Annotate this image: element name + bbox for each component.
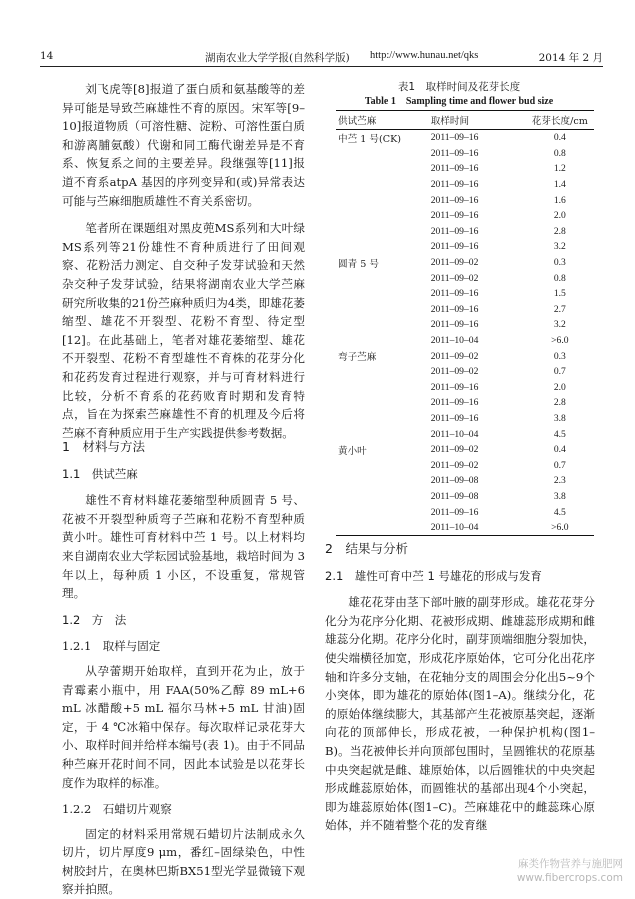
section-1-2-title: 1.2 方 法	[62, 612, 127, 627]
cell-date: 2011–10–04	[430, 428, 479, 440]
table-row	[336, 489, 594, 505]
section-1-2-1-text: 从孕蕾期开始取样，直到开花为止，放于青霉素小瓶中，用 FAA(50%乙醇 89 mL+6 mL 冰醋酸+5 mL 福尔马林+5 mL 甘油)固定，于 4 ℃冰箱中保存。每次取样记录花芽大小、取样时间并给样本编号(表 1)。由于不同品种苎麻开花时间不同，因此本试验是以花芽长度作为取样的标准。	[62, 663, 305, 790]
section-2-title: 2 结果与分析	[325, 541, 408, 556]
journal-name: 湖南农业大学学报(自然科学版)	[205, 52, 350, 64]
cell-variety	[336, 270, 413, 286]
cell-date: 2011–09–16	[430, 381, 479, 393]
cell-date: 2011–09–16	[430, 319, 479, 331]
cell-length: 2.7	[553, 303, 566, 315]
cell-date: 2011–09–16	[430, 288, 479, 300]
cell-variety	[336, 411, 413, 427]
table-row	[336, 473, 594, 489]
cell-variety	[336, 286, 413, 302]
table-row	[336, 333, 594, 349]
watermark-line-1: 麻类作物营养与施肥网	[518, 858, 623, 870]
cell-length: >6.0	[551, 522, 569, 534]
cell-date: 2011–09–02	[430, 444, 479, 456]
running-header	[40, 50, 603, 67]
cell-length: 4.5	[553, 428, 566, 440]
cell-length: 0.7	[553, 366, 566, 378]
table-row	[336, 426, 594, 442]
journal-url: http://www.hunau.net/qks	[370, 50, 479, 61]
cell-variety	[336, 364, 413, 380]
col-header-variety: 供试苎麻	[336, 111, 413, 130]
table-caption-zh: 表1 取样时间及花芽长度	[397, 81, 521, 93]
cell-length: 2.3	[553, 475, 566, 487]
table-row	[336, 270, 594, 286]
cell-variety	[336, 380, 413, 396]
cell-variety	[336, 177, 413, 193]
cell-variety	[336, 239, 413, 255]
cell-variety	[336, 302, 413, 318]
cell-length: 3.8	[553, 412, 566, 424]
cell-length: 2.0	[553, 210, 566, 222]
cell-length: 3.2	[553, 241, 566, 253]
cell-variety	[336, 192, 413, 208]
table-body	[336, 130, 594, 536]
cell-length: 0.3	[553, 257, 566, 269]
cell-variety	[336, 333, 413, 349]
cell-length: 2.8	[553, 397, 566, 409]
cell-variety	[336, 426, 413, 442]
cell-variety	[336, 208, 413, 224]
table-row	[336, 364, 594, 380]
cell-length: 2.8	[553, 225, 566, 237]
cell-date: 2011–09–02	[430, 257, 479, 269]
cell-date: 2011–09–02	[430, 459, 479, 471]
table-row	[336, 224, 594, 240]
section-1-2-2-title: 1.2.2 石蜡切片观察	[62, 802, 172, 817]
cell-variety: 圆青 5 号	[338, 258, 379, 270]
cell-variety: 黄小叶	[338, 445, 367, 457]
cell-date: 2011–09–02	[430, 350, 479, 362]
intro-paragraph-2: 笔者所在课题组对黑皮蔸MS系列和大叶绿MS系列等21份雄性不育种质进行了田间观察、花粉活力测定、自交种子发芽试验和天然杂交种子发芽试验，结果将湖南农业大学苎麻研究所收集的21份苎麻种质归为4类，即雄花萎缩型、雄花不开裂型、花粉不育型、待定型[12]。在此基础上，笔者对雄花萎缩型、雄花不开裂型、花粉不育型雄性不育株的花芽分化和花药发育过程进行观察，并与可育材料进行比较，分析不育系的花药败育时期和发育特点，旨在为探索苎麻雄性不育的机理及今后将苎麻不育种质应用于生产实践提供参考数据。	[62, 221, 305, 440]
cell-variety	[336, 520, 413, 536]
cell-variety: 弯子苎麻	[338, 352, 377, 364]
cell-date: 2011–09–16	[430, 303, 479, 315]
cell-date: 2011–09–02	[430, 272, 479, 284]
cell-date: 2011–09–16	[430, 210, 479, 222]
cell-date: 2011–09–16	[430, 147, 479, 159]
cell-variety	[336, 457, 413, 473]
results-section	[325, 540, 595, 835]
cell-date: 2011–09–16	[430, 506, 479, 518]
table-row	[336, 411, 594, 427]
cell-date: 2011–09–02	[430, 366, 479, 378]
table-caption-en: Table 1 Sampling time and flower bud size	[364, 96, 554, 107]
cell-date: 2011–09–16	[430, 241, 479, 253]
section-1-2-2-text: 固定的材料采用常规石蜡切片法制成永久切片，切片厚度9 μm，番红–固绿染色，中性树胶封片，在奥林巴斯BX51型光学显微镜下观察并拍照。	[62, 826, 305, 897]
cell-date: 2011–09–08	[430, 490, 479, 502]
cell-length: 2.0	[553, 381, 566, 393]
col-header-length: 花芽长度/cm	[524, 111, 594, 130]
table-row	[336, 286, 594, 302]
table-1	[336, 110, 594, 536]
section-1-1-text: 雄性不育材料雄花萎缩型种质圆青 5 号、花被不开裂型种质弯子苎麻和花粉不育型种质黄小叶。雄性可育材料中苎 1 号。以上材料均来自湖南农业大学耘园试验基地，栽培时间为 3 年以上，每种质 1 小区，不设重复，常规管理。	[62, 493, 305, 601]
cell-length: 0.8	[553, 147, 566, 159]
cell-date: 2011–09–16	[430, 179, 479, 191]
cell-date: 2011–09–16	[430, 412, 479, 424]
table-row	[336, 317, 594, 333]
cell-length: 1.5	[553, 288, 566, 300]
cell-date: 2011–09–16	[430, 397, 479, 409]
cell-length: 0.4	[553, 444, 566, 456]
cell-length: >6.0	[551, 335, 569, 347]
table-row	[336, 239, 594, 255]
issue-date: 2014 年 2 月	[538, 52, 603, 64]
cell-length: 4.5	[553, 506, 566, 518]
section-2-1-title: 2.1 雄性可育中苎 1 号雄花的形成与发育	[325, 568, 542, 583]
cell-length: 3.8	[553, 490, 566, 502]
cell-variety: 中苎 1 号(CK)	[338, 133, 401, 145]
cell-variety	[336, 161, 413, 177]
table-row	[336, 146, 594, 162]
cell-date: 2011–09–16	[430, 194, 479, 206]
cell-date: 2011–09–16	[430, 225, 479, 237]
cell-length: 3.2	[553, 319, 566, 331]
cell-variety	[336, 317, 413, 333]
cell-date: 2011–10–04	[430, 522, 479, 534]
col-header-date: 取样时间	[413, 111, 524, 130]
table-row	[336, 520, 594, 536]
cell-length: 0.3	[553, 350, 566, 362]
cell-date: 2011–09–16	[430, 132, 479, 144]
table-row	[336, 192, 594, 208]
table-row	[336, 348, 594, 364]
cell-date: 2011–10–04	[430, 335, 479, 347]
table-row	[336, 457, 594, 473]
watermark	[517, 857, 623, 885]
table-row	[336, 395, 594, 411]
table-row	[336, 302, 594, 318]
cell-variety	[336, 146, 413, 162]
cell-variety	[336, 224, 413, 240]
section-1-1-title: 1.1 供试苎麻	[62, 466, 138, 481]
section-1-title: 1 材料与方法	[62, 439, 145, 454]
table-header-row	[336, 111, 594, 130]
table-row	[336, 442, 594, 458]
cell-date: 2011–09–16	[430, 163, 479, 175]
page-number: 14	[40, 50, 54, 62]
watermark-line-2: www.fibercrops.com	[516, 872, 623, 884]
cell-variety	[336, 473, 413, 489]
table-row	[336, 208, 594, 224]
section-2-1-text: 雄花花芽由茎下部叶腋的副芽形成。雄花花芽分化分为花序分化期、花被形成期、雌雄蕊形成期和雌雄蕊分化期。花序分化时，副芽顶端细胞分裂加快，使尖端横径加宽，形成花序原始体，它可分化出花序轴和许多分支轴，在花轴分支的周围会分化出5~9个小突体，即为雄花的原始体(图1–A)。继续分化，花的原始体继续膨大，其基部产生花被原基突起，逐渐向花的顶部伸长，形成花被，一种保护机构(图1–B)。当花被伸长并向顶部包围时，呈圆锥状的花原基中央突起就是雌、雄原始体，以后圆锥状的中央突起形成雌蕊原始体，而圆锥状的基部出现4个小突起，即为雄蕊原始体(图1–C)。苎麻雄花中的雌蕊珠心原始体，并不随着整个花的发育继	[325, 595, 595, 833]
table-row	[336, 380, 594, 396]
table-1-caption	[318, 80, 600, 109]
cell-length: 1.6	[553, 194, 566, 206]
left-column	[62, 80, 305, 442]
table-row	[336, 504, 594, 520]
cell-variety	[336, 395, 413, 411]
table-row	[336, 255, 594, 271]
methods-section	[62, 438, 305, 899]
cell-length: 1.4	[553, 179, 566, 191]
cell-length: 0.7	[553, 459, 566, 471]
cell-date: 2011–09–08	[430, 475, 479, 487]
cell-length: 0.8	[553, 272, 566, 284]
cell-length: 1.2	[553, 163, 566, 175]
section-1-2-1-title: 1.2.1 取样与固定	[62, 639, 161, 654]
intro-paragraph-1: 刘飞虎等[8]报道了蛋白质和氨基酸等的差异可能是导致苎麻雄性不育的原因。宋军等[9–10]报道物质（可溶性糖、淀粉、可溶性蛋白质和游离脯氨酸）代谢和同工酶代谢差异是不育系、恢复系之间的主要差异。段继强等[11]报道不育系atpA 基因的序列变异和(或)异常表达可能与苎麻细胞质雄性不育关系密切。	[62, 82, 305, 208]
table-row	[336, 161, 594, 177]
table-row	[336, 177, 594, 193]
cell-variety	[336, 489, 413, 505]
cell-length: 0.4	[553, 132, 566, 144]
table-row	[336, 130, 594, 146]
cell-variety	[336, 504, 413, 520]
